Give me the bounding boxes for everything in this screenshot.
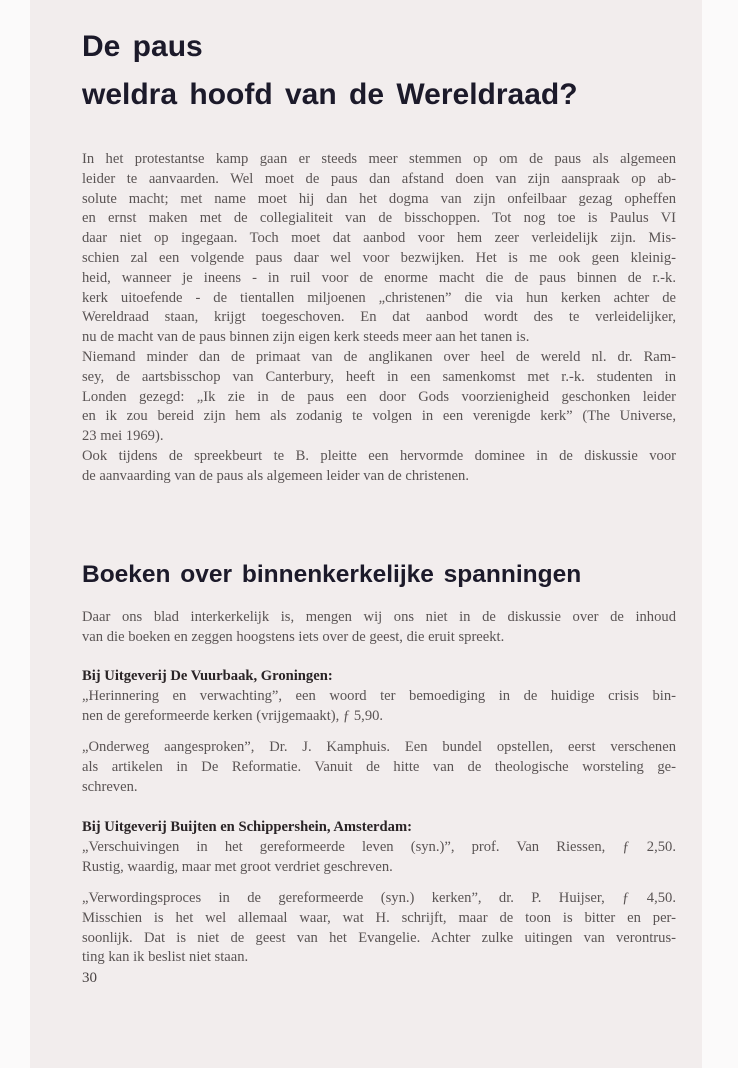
- text-line: Rustig, waardig, maar met groot verdriet geschreven.: [82, 858, 393, 875]
- article-title-line-2: weldra hoofd van de Wereldraad?: [82, 78, 578, 111]
- text-line: In het protestantse kamp gaan er steeds meer stemmen op om de paus als algemeen: [82, 151, 676, 167]
- book-entry: [82, 889, 676, 968]
- text-line: „Verschuivingen in het gereformeerde leven (syn.)”, prof. Van Riessen, ƒ 2,50.: [82, 838, 676, 855]
- article-body: [82, 150, 676, 487]
- text-line: en ernst maken met de collegialiteit van de bisschoppen. Tot nog toe is Paulus VI: [82, 210, 676, 227]
- publisher-heading: Bij Uitgeverij Buijten en Schippershein, Amsterdam:: [82, 819, 412, 835]
- text-line: als artikelen in De Reformatie. Vanuit de hitte van de theologische worsteling ge-: [82, 758, 676, 775]
- page-number: 30: [82, 970, 97, 986]
- text-line: Niemand minder dan de primaat van de anglikanen over heel de wereld nl. dr. Ram-: [82, 348, 676, 365]
- text-line: solute macht; met name moet hij dan het dogma van zijn onfeilbaar gezag opheffen: [82, 190, 676, 207]
- text-line: van die boeken en zeggen hoogstens iets over de geest, die eruit spreekt.: [82, 628, 505, 645]
- text-line: kerk uitoefende - de tientallen miljoenen „christenen” die via hun kerken achter de: [82, 289, 676, 306]
- text-line: „Herinnering en verwachting”, een woord ter bemoediging in de huidige crisis bin-: [82, 687, 676, 704]
- text-line: „Verwordingsproces in de gereformeerde (syn.) kerken”, dr. P. Huijser, ƒ 4,50.: [82, 890, 676, 906]
- text-line: sey, de aartsbisschop van Canterbury, heeft in een samenkomst met r.-k. studenten in: [82, 368, 676, 385]
- section-title: Boeken over binnenkerkelijke spanningen: [82, 561, 582, 588]
- text-line: leider te aanvaarden. Wel moet de paus dan afstand doen van zijn aanspraak op ab-: [82, 170, 676, 187]
- text-line: en ik zou bereid zijn hem als zodanig te volgen in een verenigde kerk” (The Universe,: [82, 408, 676, 425]
- publisher-block-1: [82, 667, 676, 726]
- text-line: de aanvaarding van de paus als algemeen leider van de christenen.: [82, 467, 469, 484]
- book-entry: [82, 738, 676, 797]
- text-line: nen de gereformeerde kerken (vrijgemaakt), ƒ 5,90.: [82, 707, 384, 724]
- text-line: soonlijk. Dat is niet de geest van het Evangelie. Achter zulke uitingen van verontrus-: [82, 929, 676, 946]
- article-title-line-1: De paus: [82, 30, 203, 63]
- publisher-block-2: [82, 818, 676, 877]
- text-line: schreven.: [82, 778, 138, 795]
- text-line: 23 mei 1969).: [82, 428, 164, 445]
- text-line: nu de macht van de paus binnen zijn eigen kerk steeds meer aan het tanen is.: [82, 329, 530, 346]
- text-line: Ook tijdens de spreekbeurt te B. pleitte een hervormde dominee in de diskussie voor: [82, 447, 676, 464]
- section-intro: [82, 608, 676, 648]
- text-line: schien zal een volgende paus daar wel voor bezwijken. Het is me ook geen kleinig-: [82, 249, 676, 266]
- text-line: ting kan ik beslist niet staan.: [82, 949, 249, 966]
- text-line: Daar ons blad interkerkelijk is, mengen wij ons niet in de diskussie over de inhoud: [82, 609, 676, 625]
- text-line: daar niet op ingegaan. Toch moet dat aanbod voor hem zeer verleidelijk zijn. Mis-: [82, 230, 676, 247]
- text-line: „Onderweg aangesproken”, Dr. J. Kamphuis. Een bundel opstellen, eerst verschenen: [82, 739, 676, 755]
- text-line: Misschien is het wel allemaal waar, wat H. schrijft, maar de toon is bitter en per-: [82, 909, 676, 926]
- text-line: heid, wanneer je ineens - in ruil voor de enorme macht die de paus binnen de r.-k.: [82, 269, 676, 286]
- text-line: Londen gezegd: „Ik zie in de paus een door Gods voorzienigheid geschonken leider: [82, 388, 676, 405]
- publisher-heading: Bij Uitgeverij De Vuurbaak, Groningen:: [82, 668, 333, 684]
- text-line: Wereldraad staan, krijgt toegeschoven. En dat aanbod wordt des te verleidelijker,: [82, 309, 676, 326]
